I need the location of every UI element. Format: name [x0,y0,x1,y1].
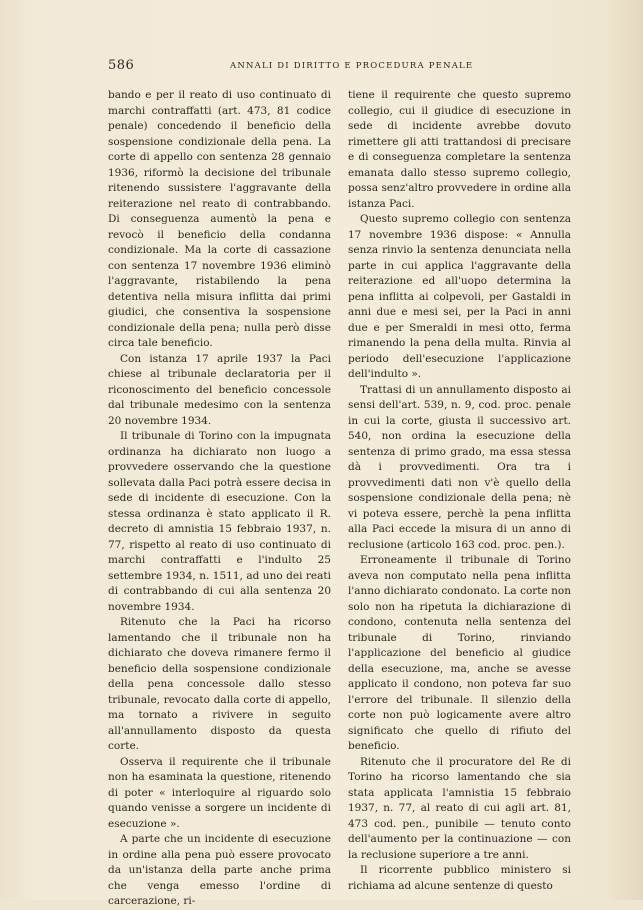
paragraph: Il ricorrente pubblico ministero si richiama ad alcune sentenze di questo [348,864,571,892]
paragraph: Il tribunale di Torino con la impugnata ordinanza ha dichiarato non luogo a provvedere osservando che la questione sollevata dalla Paci potrà essere decisa in sede di incidente di esecuzione. Con la stessa ordinanza è stato applicato il R. decreto di amnistia 15 febbraio 1937, n. 77, rispetto al reato di uso continuato di marchi contraffatti e l'indulto 25 settembre 1934, n. 1511, ad uno dei reati di contrabbando di cui alla sentenza 20 novembre 1934. [108,430,331,613]
paragraph: Osserva il requirente che il tribunale non ha esaminata la questione, ritenendo di poter « interloquire al riguardo solo quando venisse a sorgere un incidente di esecuzione ». [108,755,331,830]
paragraph: Trattasi di un annullamento disposto ai sensi dell'art. 539, n. 9, cod. proc. penale in cui la corte, giusta il successivo art. 540, non ordina la esecuzione della sentenza di primo grado, ma essa stessa dà i provvedimenti. Ora tra i provvedimenti dati non v'è quello della sospensione condizionale della pena; nè vi poteva essere, perchè la pena inflitta alla Paci eccede la misura di un anno di reclusione (articolo 163 cod. proc. pen.). [348,383,571,551]
text-columns [108,88,571,907]
paragraph: Ritenuto che la Paci ha ricorso lamentando che il tribunale non ha dichiarato che doveva rimanere fermo il beneficio della sospensione condizionale della pena concessole dallo stesso tribunale, revocato dalla corte di appello, ma tornato a rivivere in seguito all'annullamento disposto da questa corte. [108,616,331,752]
paragraph: Con istanza 17 aprile 1937 la Paci chiese al tribunale declaratoria per il riconoscimento del beneficio concessole dal tribunale medesimo con la sentenza 20 novembre 1934. [108,352,331,427]
running-title: ANNALI DI DIRITTO E PROCEDURA PENALE [230,61,474,71]
paragraph: Questo supremo collegio con sentenza 17 novembre 1936 dispose: « Annulla senza rinvio la sentenza denunciata nella parte in cui applica l'aggravante della reiterazione ed all'uopo determina la pena inflitta ai colpevoli, per Gastaldi in anni due e mesi sei, per la Paci in anni due e per Smeraldi in mesi otto, ferma rimanendo la pena della multa. Rinvia al periodo dell'esecuzione l'applicazione dell'indulto ». [348,213,571,380]
page-number: 586 [108,58,135,73]
paragraph: bando e per il reato di uso continuato di marchi contraffatti (art. 473, 81 codice penale) concedendo il beneficio della sospensione condizionale della pena. La corte di appello con sentenza 28 gennaio 1936, riformò la decisione del tribunale ritenendo sussistere l'aggravante della reiterazione nel reato di contrabbando. Di conseguenza aumentò la pena e revocò il beneficio della condanna condizionale. Ma la corte di cassazione con sentenza 17 novembre 1936 eliminò l'aggravante, ristabilendo la pena detentiva nella misura inflitta dai primi giudici, che consentiva la sospensione condizionale della pena; nulla però disse circa tale beneficio. [108,89,331,349]
left-column [108,88,331,910]
paragraph: A parte che un incidente di esecuzione in ordine alla pena può essere provocato da un'istanza della parte anche prima che venga emesso l'ordine di carcerazione, ri- [108,833,331,907]
page-header [108,58,569,78]
paragraph: tiene il requirente che questo supremo collegio, cui il giudice di esecuzione in sede di incidente avrebbe dovuto rimettere gli atti trattandosi di precisare e di conseguenza completare la sentenza emanata dallo stesso supremo collegio, possa senz'altro provvedere in ordine alla istanza Paci. [348,89,571,210]
right-column [348,88,571,894]
paragraph: Ritenuto che il procuratore del Re di Torino ha ricorso lamentando che sia stata applicata l'amnistia 15 febbraio 1937, n. 77, al reato di cui agli art. 81, 473 cod. pen., punibile — tenuto conto dell'aumento per la continuazione — con la reclusione superiore a tre anni. [348,755,571,861]
paragraph: Erroneamente il tribunale di Torino aveva non computato nella pena inflitta l'anno dichiarato condonato. La corte non solo non ha ripetuta la dichiarazione di condono, contenuta nella sentenza del tribunale di Torino, rinviando l'applicazione del beneficio al giudice della esecuzione, ma, anche se avesse applicato il condono, non poteva far suo l'errore del tribunale. Il silenzio della corte non può logicamente avere altro significato che quello di rifiuto del beneficio. [348,554,571,752]
